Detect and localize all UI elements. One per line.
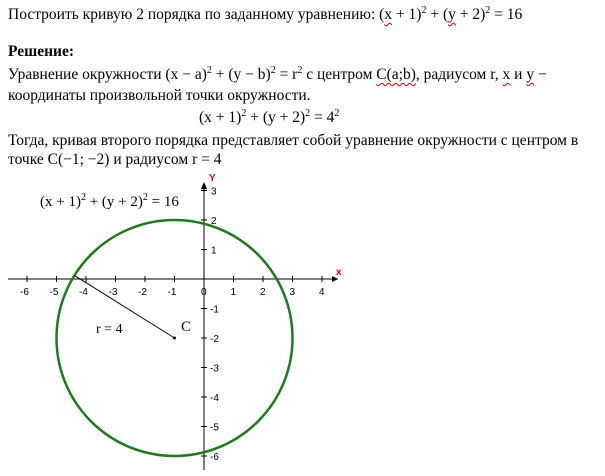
- y-tick-label: -3: [210, 363, 219, 375]
- line1-h: x: [502, 66, 511, 83]
- y-tick-label: -1: [210, 304, 219, 316]
- line1-f: C(a;b): [376, 66, 416, 83]
- y-tick-label: 3: [211, 186, 217, 198]
- formula-exp3: 2: [334, 108, 340, 119]
- problem-eq-a: (: [379, 6, 385, 23]
- y-tick-label: -6: [210, 452, 219, 463]
- problem-eq-b: + 1): [392, 6, 422, 23]
- x-tick-label: -4: [79, 287, 88, 298]
- x-tick-label: -2: [138, 287, 147, 298]
- radius-label: r = 4: [96, 322, 123, 337]
- center-label: C: [181, 319, 192, 335]
- problem-eq-exp1: 2: [421, 5, 427, 16]
- problem-eq-exp2: 2: [485, 5, 491, 16]
- line1-b: (x − a): [165, 66, 207, 83]
- graph-eq-b: + (y + 2): [85, 194, 143, 210]
- graph-eq-exp1: 2: [80, 192, 86, 203]
- formula-exp2: 2: [305, 108, 311, 119]
- problem-eq-d: + 2): [455, 6, 486, 23]
- graph-eq-c: = 16: [147, 194, 179, 210]
- solution-line3: Тогда, кривая второго порядка представляет собой уравнение окружности с центром в: [8, 132, 579, 149]
- formula-b: + (y + 2): [246, 109, 306, 126]
- y-axis-name: Y: [209, 173, 216, 184]
- x-tick-label: -1: [167, 287, 177, 298]
- x-tick-label: 2: [260, 287, 266, 298]
- line1-exp1: 2: [206, 65, 212, 76]
- problem-eq-x: x: [384, 6, 393, 23]
- line1-a: Уравнение окружности: [8, 66, 166, 83]
- y-tick-label: 2: [211, 216, 217, 227]
- line1-i: и: [510, 66, 527, 83]
- y-tick-label: 1: [211, 245, 217, 257]
- x-tick-label: 3: [289, 287, 296, 298]
- problem-eq-c: + (: [426, 6, 449, 23]
- problem-eq-y: y: [448, 6, 456, 23]
- problem-eq-e: = 16: [490, 6, 523, 23]
- center-point: [173, 337, 176, 340]
- problem-prefix: Построить кривую 2 порядка по заданному уравнению:: [8, 6, 380, 23]
- x-tick-label: -3: [108, 287, 118, 298]
- x-tick-label: -6: [20, 287, 29, 298]
- line1-exp3: 2: [297, 65, 303, 76]
- line1-e: с центром: [302, 66, 377, 83]
- y-tick-label: -5: [210, 422, 219, 434]
- formula-a: (x + 1): [199, 109, 242, 126]
- radius-line: [74, 275, 174, 338]
- graph-eq-exp2: 2: [142, 192, 148, 203]
- line1-c: + (y − b): [211, 66, 271, 83]
- x-tick-label: 4: [319, 287, 325, 298]
- formula-c: = 4: [310, 109, 335, 126]
- y-axis-arrow: [201, 182, 207, 189]
- x-tick-label: 0: [201, 287, 207, 298]
- line1-k: −: [534, 66, 547, 83]
- y-tick-label: -4: [210, 393, 219, 404]
- solution-heading: Решение:: [8, 43, 75, 60]
- line1-g: , радиусом r,: [415, 66, 503, 83]
- graph-eq-a: (x + 1): [40, 194, 81, 210]
- x-axis-name: x: [336, 267, 342, 278]
- solution-line2: координаты произвольной точки окружности.: [8, 87, 311, 104]
- formula-exp1: 2: [241, 108, 247, 119]
- y-tick-label: -2: [210, 334, 219, 345]
- x-tick-label: -5: [49, 287, 59, 298]
- graph-equation-label: [40, 192, 179, 210]
- line1-exp2: 2: [270, 65, 276, 76]
- solution-line4: точке C(−1; −2) и радиусом r = 4: [8, 151, 222, 168]
- x-tick-label: 1: [230, 287, 237, 298]
- line1-j: y: [526, 66, 535, 83]
- line1-d: = r: [275, 66, 298, 83]
